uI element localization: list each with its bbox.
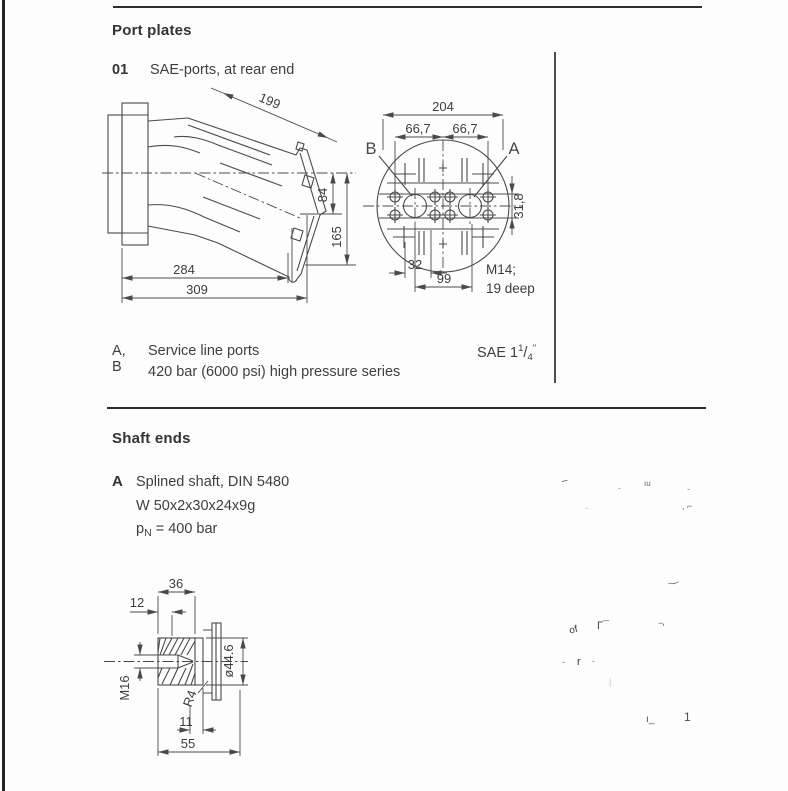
shaft-ends-heading: Shaft ends <box>112 430 191 447</box>
port-label-a: A <box>508 140 520 158</box>
print-artifact: ‿ <box>667 569 679 585</box>
print-artifact: , ⌐ <box>682 501 693 511</box>
print-artifact: ı_ <box>646 714 655 725</box>
pn-value: = 400 bar <box>155 521 218 537</box>
port-plates-heading: Port plates <box>112 22 192 39</box>
dim-36: 36 <box>168 576 184 591</box>
shaft-line2: W 50x2x30x24x9g <box>136 498 256 514</box>
print-artifact: ıu <box>644 479 651 488</box>
print-artifact: ‐ <box>687 484 690 494</box>
splined-shaft-drawing <box>100 560 260 760</box>
top-rule <box>113 6 702 8</box>
print-artifact: Γ¯ <box>597 620 610 632</box>
port-face-centerlines <box>363 140 523 276</box>
dim-55: 55 <box>180 736 196 751</box>
dim-284: 284 <box>173 262 195 277</box>
sae-sub: 4 <box>527 352 533 363</box>
dim-165: 165 <box>329 226 344 248</box>
sae-slash: / <box>523 345 528 361</box>
port-face-drawing <box>355 90 555 310</box>
print-artifact: of <box>568 623 579 637</box>
print-artifact: ‒ <box>561 475 569 487</box>
dim-84: 84 <box>315 187 330 203</box>
dim-m16: M16 <box>117 675 132 701</box>
dim-66-left: 66,7 <box>405 121 431 136</box>
dim-66-right: 66,7 <box>452 121 478 136</box>
dim-12: 12 <box>129 595 145 610</box>
sae-prefix: SAE 1 <box>477 345 519 361</box>
print-artifact: ‐ <box>618 483 621 493</box>
pn-symbol: p <box>136 521 145 537</box>
pn-subscript: N <box>144 527 152 539</box>
port-label-b: B <box>365 140 377 158</box>
scan-edge-bar <box>2 0 5 791</box>
print-artifact: | <box>609 677 612 687</box>
dim-dia-44-6: ø44.6 <box>221 644 236 678</box>
footnote-line1: Service line ports <box>148 343 260 359</box>
sae-quote: " <box>532 343 537 354</box>
thread-note-line1: M14; <box>486 262 517 277</box>
shaft-line1: Splined shaft, DIN 5480 <box>136 474 290 490</box>
dim-309: 309 <box>186 282 208 297</box>
dim-11: 11 <box>179 714 193 729</box>
port-plates-item <box>112 62 294 78</box>
print-artifact: ‐ <box>562 657 565 667</box>
item-text: SAE-ports, at rear end <box>150 62 295 78</box>
print-artifact: ‐ <box>592 656 595 666</box>
sae-sup: 1 <box>518 343 524 354</box>
dim-199: 199 <box>256 89 283 113</box>
dim-204: 204 <box>432 99 454 114</box>
dim-99: 99 <box>436 271 452 286</box>
print-artifact: · <box>585 503 589 514</box>
sae-size <box>477 343 536 363</box>
footnote-keys: A, B <box>112 343 126 375</box>
footnote-line2: 420 bar (6000 psi) high pressure series <box>148 364 401 380</box>
dim-32: 32 <box>407 257 423 272</box>
item-code: 01 <box>112 62 129 78</box>
print-artifact: 1 <box>684 710 691 724</box>
print-artifact: ‾' <box>659 622 666 634</box>
dim-31-8: 31,8 <box>511 193 526 219</box>
pump-side-view-drawing <box>100 85 360 315</box>
dim-r4: R4 <box>179 688 200 709</box>
pump-outline <box>108 103 326 282</box>
shaft-line3 <box>136 521 217 539</box>
thread-note-line2: 19 deep <box>486 281 535 296</box>
section-divider <box>107 407 706 409</box>
shaft-code: A <box>112 473 123 490</box>
print-artifact: r <box>577 656 581 668</box>
